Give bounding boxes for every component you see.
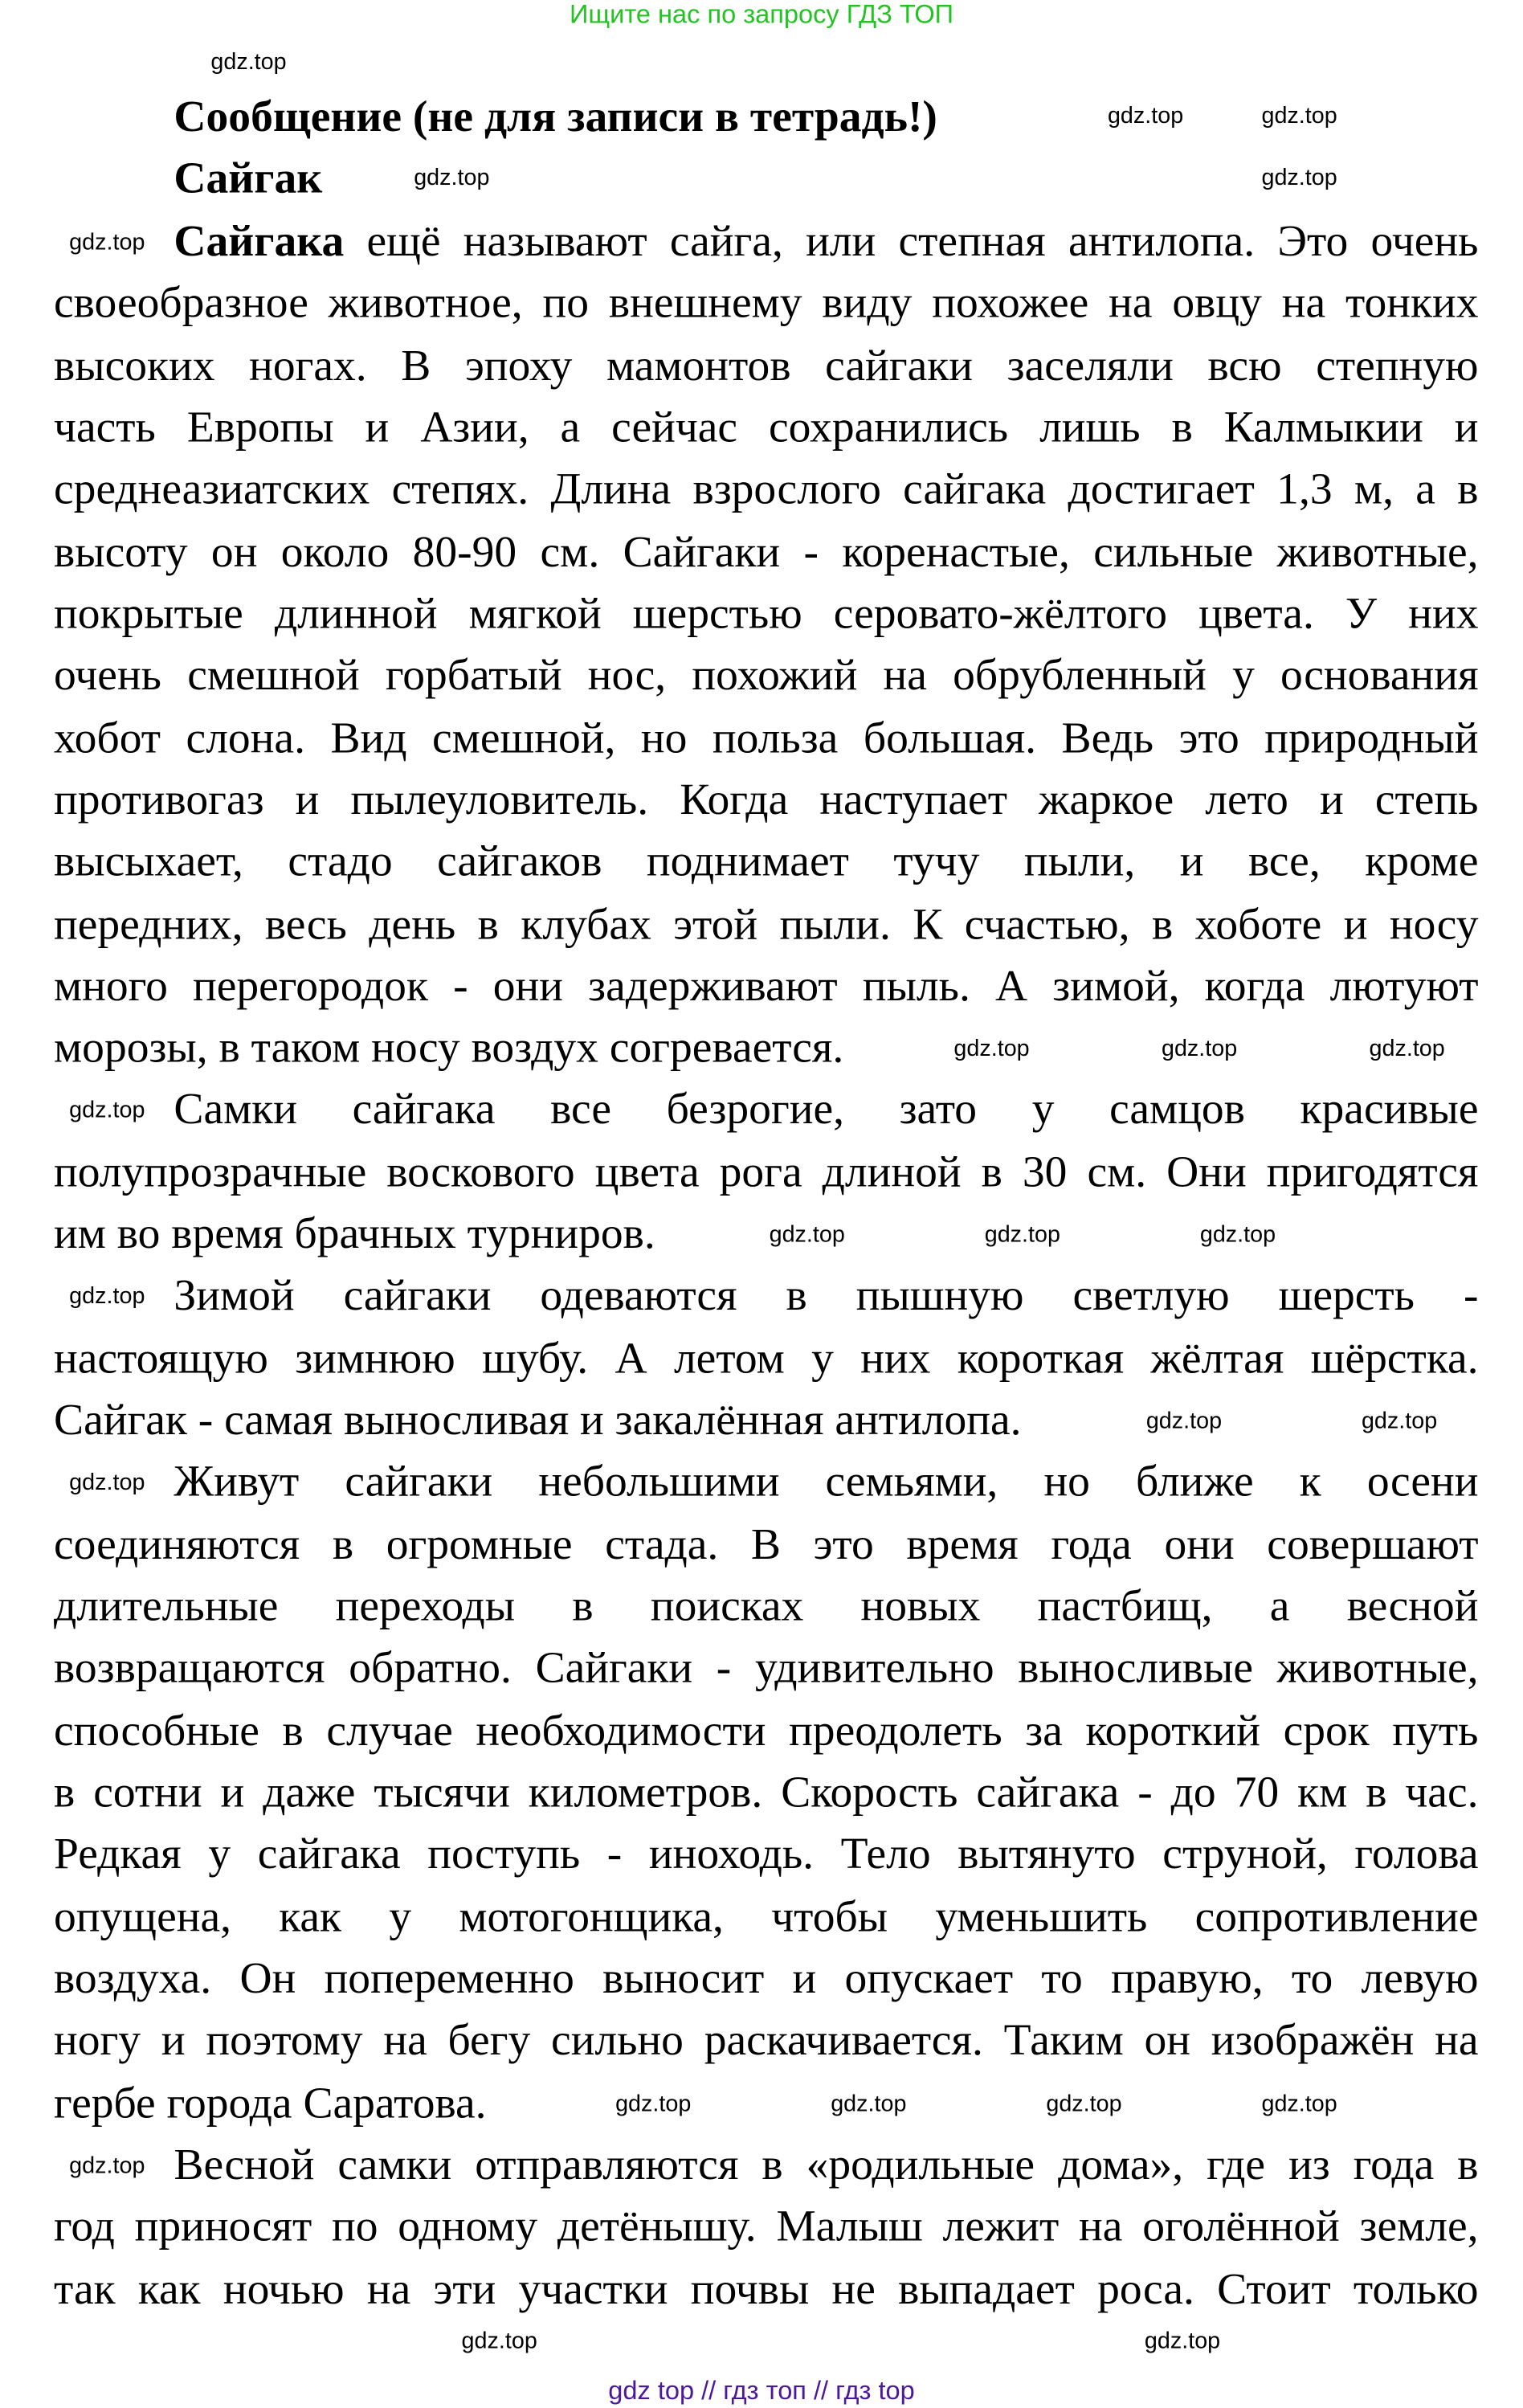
text-line bbox=[54, 1146, 1478, 1198]
footer-banner[interactable]: gdz top // гдз топ // гдз top bbox=[608, 2376, 915, 2406]
line-text: высоких ногах. В эпоху мамонтов сайгаки заселяли всю степную bbox=[54, 341, 1479, 390]
line-text: много перегородок - они задерживают пыль. А зимой, когда лютуют bbox=[54, 961, 1479, 1011]
text-line bbox=[54, 2201, 1478, 2253]
text-line bbox=[54, 525, 1478, 578]
line-text: полупрозрачные воскового цвета рога длиной в 30 см. Они пригодятся bbox=[54, 1147, 1479, 1197]
text-line bbox=[54, 650, 1478, 702]
line-text: длительные переходы в поисках новых пастбищ, а весной bbox=[54, 1581, 1479, 1632]
line-text: настоящую зимнюю шубу. А летом у них короткая жёлтая шёрстка. bbox=[54, 1333, 1479, 1384]
watermark: gdz.top bbox=[210, 49, 287, 76]
line-text: Самки сайгака все безрогие, зато у самцов красивые bbox=[174, 1085, 1479, 1135]
watermark: gdz.top bbox=[769, 1221, 845, 1249]
line-text: воздуха. Он попеременно выносит и опускает то правую, то левую bbox=[54, 1954, 1479, 2004]
text-line bbox=[54, 1394, 1478, 1446]
lead-term: Сайгака bbox=[174, 217, 345, 267]
header-banner[interactable]: Ищите нас по запросу ГДЗ ТОП bbox=[569, 0, 954, 30]
watermark: gdz.top bbox=[1046, 2090, 1122, 2117]
watermark: gdz.top bbox=[1145, 1408, 1223, 1435]
watermark: gdz.top bbox=[461, 2328, 537, 2355]
watermark: gdz.top bbox=[69, 2152, 145, 2179]
text-line bbox=[54, 2263, 1478, 2315]
text-line bbox=[54, 1767, 1478, 1819]
line-text: своеобразное животное, по внешнему виду похожее на овцу на тонких bbox=[54, 279, 1479, 329]
text-line bbox=[54, 712, 1478, 764]
line-text: среднеазиатских степях. Длина взрослого сайгака достигает 1,3 м, а в bbox=[54, 464, 1479, 515]
line-text: передних, весь день в клубах этой пыли. К счастью, в хоботе и носу bbox=[54, 899, 1479, 949]
watermark: gdz.top bbox=[1199, 1221, 1276, 1249]
line-text: гербе города Саратова. bbox=[54, 2078, 487, 2128]
line-text: возвращаются обратно. Сайгаки - удивительно выносливые животные, bbox=[54, 1644, 1479, 1694]
line-text: ногу и поэтому на бегу сильно раскачивается. Таким он изображён на bbox=[54, 2016, 1479, 2066]
watermark: gdz.top bbox=[1361, 1408, 1438, 1435]
watermark: gdz.top bbox=[69, 1284, 145, 1310]
line-text: им во время брачных турниров. bbox=[54, 1209, 655, 1259]
line-text: Живут сайгаки небольшими семьями, но ближе к осени bbox=[174, 1457, 1479, 1507]
watermark: gdz.top bbox=[1107, 103, 1184, 129]
text-line bbox=[54, 277, 1478, 329]
line-text: Весной самки отправляются в «родильные дома», где из года в bbox=[174, 2140, 1479, 2190]
text-line bbox=[54, 464, 1478, 516]
text-line bbox=[174, 1084, 1478, 1136]
text-line bbox=[54, 1891, 1478, 1943]
watermark: gdz.top bbox=[831, 2090, 907, 2117]
text-line bbox=[54, 960, 1478, 1012]
line-text: Редкая у сайгака поступь - иноходь. Тело вытянуто струной, голова bbox=[54, 1830, 1479, 1880]
watermark: gdz.top bbox=[615, 2090, 692, 2117]
line-text: покрытые длинной мягкой шерстью серовато-жёлтого цвета. У них bbox=[54, 589, 1479, 639]
line-text: высоту он около 80-90 см. Сайгаки - коренастые, сильные животные, bbox=[54, 527, 1479, 577]
line-text: способные в случае необходимости преодолеть за короткий срок путь bbox=[54, 1706, 1479, 1756]
watermark: gdz.top bbox=[1144, 2328, 1221, 2355]
text-line bbox=[54, 587, 1478, 640]
line-text: очень смешной горбатый нос, похожий на обрубленный у основания bbox=[54, 651, 1479, 701]
text-line bbox=[174, 215, 1478, 268]
document-subheading: Сайгак bbox=[174, 153, 323, 203]
watermark: gdz.top bbox=[984, 1221, 1060, 1249]
line-text: соединяются в огромные стада. В это время года они совершают bbox=[54, 1519, 1479, 1569]
line-text: высыхает, стадо сайгаков поднимает тучу пыли, и все, кроме bbox=[54, 837, 1479, 887]
line-text: опущена, как у мотогонщика, чтобы уменьшить сопротивление bbox=[54, 1891, 1479, 1942]
watermark: gdz.top bbox=[414, 164, 490, 191]
text-line bbox=[54, 340, 1478, 392]
line-text: ещё называют сайга, или степная антилопа. Это очень bbox=[344, 217, 1479, 267]
line-text: Сайгак - самая выносливая и закалённая антилопа. bbox=[54, 1396, 1022, 1445]
text-line bbox=[54, 836, 1478, 888]
line-text: Зимой сайгаки одеваются в пышную светлую шерсть - bbox=[174, 1271, 1479, 1322]
text-line bbox=[54, 1580, 1478, 1633]
text-line bbox=[54, 1704, 1478, 1756]
text-line bbox=[174, 1457, 1478, 1509]
watermark: gdz.top bbox=[953, 1036, 1030, 1062]
text-line bbox=[174, 2139, 1478, 2191]
text-line bbox=[54, 1332, 1478, 1384]
watermark: gdz.top bbox=[69, 1470, 145, 1497]
text-line bbox=[54, 774, 1478, 826]
text-line bbox=[54, 402, 1478, 454]
line-text: год приносят по одному детёнышу. Малыш лежит на оголённой земле, bbox=[54, 2202, 1479, 2252]
text-line bbox=[54, 1519, 1478, 1571]
watermark: gdz.top bbox=[1369, 1036, 1445, 1062]
text-line bbox=[54, 1642, 1478, 1695]
line-text: хобот слона. Вид смешной, но польза большая. Ведь это природный bbox=[54, 713, 1479, 763]
document-heading: Сообщение (не для записи в тетрадь!) bbox=[174, 92, 937, 142]
line-text: в сотни и даже тысячи километров. Скорость сайгака - до 70 км в час. bbox=[54, 1768, 1479, 1817]
line-text: противогаз и пылеуловитель. Когда наступает жаркое лето и степь bbox=[54, 775, 1479, 825]
line-text: так как ночью на эти участки почвы не выпадает роса. Стоит только bbox=[54, 2264, 1479, 2314]
watermark: gdz.top bbox=[1261, 2090, 1337, 2117]
watermark: gdz.top bbox=[69, 1098, 145, 1124]
line-text: морозы, в таком носу воздух согревается. bbox=[54, 1023, 844, 1073]
text-line bbox=[54, 898, 1478, 951]
text-line bbox=[54, 2015, 1478, 2067]
text-line bbox=[54, 1952, 1478, 2005]
watermark: gdz.top bbox=[1261, 103, 1337, 129]
text-line bbox=[174, 1270, 1478, 1323]
watermark: gdz.top bbox=[1261, 164, 1337, 191]
line-text: часть Европы и Азии, а сейчас сохранились лишь в Калмыкии и bbox=[54, 403, 1479, 452]
watermark: gdz.top bbox=[1161, 1036, 1238, 1062]
watermark: gdz.top bbox=[69, 229, 145, 256]
text-line bbox=[54, 1022, 1478, 1074]
text-line bbox=[54, 1829, 1478, 1881]
